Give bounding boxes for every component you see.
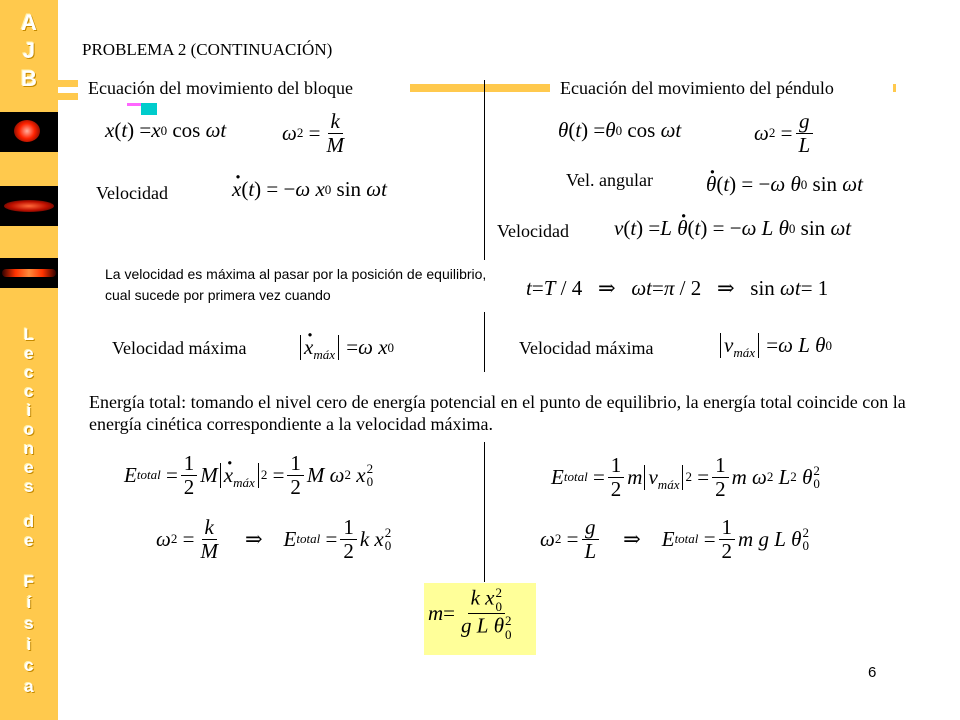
column-divider: [484, 80, 485, 260]
sidebar-letter: e: [24, 458, 34, 477]
sidebar-letter: í: [26, 593, 32, 612]
max-velocity-label: Velocidad máxima: [112, 338, 247, 358]
sidebar-letter: c: [24, 382, 34, 401]
equation-block-max-velocity: $x \cdot_{máx}$ = ω x 0: [298, 335, 394, 360]
equation-block-total-energy: E total = $\frac{1}{2}$ M $x \cdot_{máx}$ 2 = $\frac{1}{2}$ M ω 2 x 2 0: [124, 452, 373, 498]
sidebar-letter: L: [23, 325, 35, 344]
equation-mass-result: m = k x 2 0 g L θ 2 0: [428, 585, 512, 642]
page-title: PROBLEMA 2 (CONTINUACIÓN): [82, 40, 333, 59]
equation-pendulum-total-energy: E total = $\frac{1}{2}$ m $v_{máx}$ 2 = $\frac{1}{2}$ m ω 2 L 2 θ 2 0: [551, 453, 820, 501]
logo-letter: A: [21, 10, 37, 35]
sidebar-thumbnail-image: [0, 186, 58, 226]
angular-velocity-label: Vel. angular: [566, 170, 653, 190]
column-divider: [484, 312, 485, 372]
sidebar-letter: c: [24, 363, 34, 382]
decorative-bar: [58, 80, 78, 87]
max-velocity-note: La velocidad es máxima al pasar por la posición de equilibrio, cual sucede por primera vez cuando: [105, 266, 487, 303]
sidebar-letter: n: [23, 439, 35, 458]
decorative-bar: [893, 84, 896, 92]
energy-explanation: Energía total: tomando el nivel cero de energía potencial en el punto de equilibrio, la energía total coincide con la energía cinética correspondiente a la velocidad máxima.: [89, 392, 906, 434]
equation-block-omega: ω 2 = $\frac{k}{M}$: [282, 109, 344, 157]
sidebar-letter: d: [23, 512, 35, 531]
pendulum-header: Ecuación del movimiento del péndulo: [560, 78, 834, 98]
page-number: 6: [868, 664, 877, 681]
equation-pendulum-angular-velocity: θ · ( t ) = − ω θ 0 sin ωt: [706, 172, 863, 197]
sidebar-letter: e: [24, 344, 34, 363]
sidebar-letter: a: [24, 677, 34, 696]
accent-mark: [127, 103, 141, 106]
equation-time-condition: t = T / 4 ⇒ ωt = π / 2 ⇒ sin ωt = 1: [526, 276, 829, 300]
logo-letter: J: [22, 38, 36, 63]
decorative-bar: [410, 84, 550, 92]
sidebar-letter: F: [23, 572, 35, 591]
equation-pendulum-max-velocity: $v_{máx}$ = ω L θ 0: [718, 333, 832, 358]
max-velocity-label: Velocidad máxima: [519, 338, 654, 358]
column-divider: [484, 442, 485, 582]
sidebar-letter: e: [24, 531, 34, 550]
sidebar-letter: s: [24, 477, 34, 496]
sidebar-letter: i: [26, 401, 32, 420]
equation-pendulum-velocity: v ( t ) = L θ · ( t ) = − ω L θ 0 sin ωt: [614, 216, 851, 241]
decorative-bar: [58, 93, 78, 100]
equation-pendulum-energy-simplified: ω 2 = $\frac{g}{L}$ ⇒ E total = $\frac{1}{2}$ m g L θ 2 0: [540, 515, 809, 563]
sidebar-thumbnail-image: [0, 112, 58, 152]
equation-pendulum-angle: θ ( t ) = θ 0 cos ωt: [558, 118, 682, 142]
equation-block-energy-simplified: ω 2 = $\frac{k}{M}$ ⇒ E total = $\frac{1}{2}$ k x 2 0: [156, 515, 392, 563]
sidebar-thumbnail-image: [0, 258, 58, 288]
sidebar-letter: s: [24, 614, 34, 633]
velocity-label: Velocidad: [96, 183, 168, 203]
equation-block-velocity: x · ( t ) = − ω x 0 sin ωt: [232, 177, 387, 202]
sidebar: [0, 0, 58, 720]
equation-pendulum-omega: ω 2 = $\frac{g}{L}$: [754, 110, 816, 156]
block-header: Ecuación del movimiento del bloque: [88, 78, 353, 98]
equation-block-position: x ( t ) = x 0 cos ωt: [105, 118, 227, 142]
logo-letter: B: [21, 66, 37, 91]
velocity-label: Velocidad: [497, 221, 569, 241]
sidebar-letter: o: [23, 420, 35, 439]
sidebar-letter: i: [26, 635, 32, 654]
sidebar-letter: c: [24, 656, 34, 675]
accent-mark: [141, 103, 157, 115]
